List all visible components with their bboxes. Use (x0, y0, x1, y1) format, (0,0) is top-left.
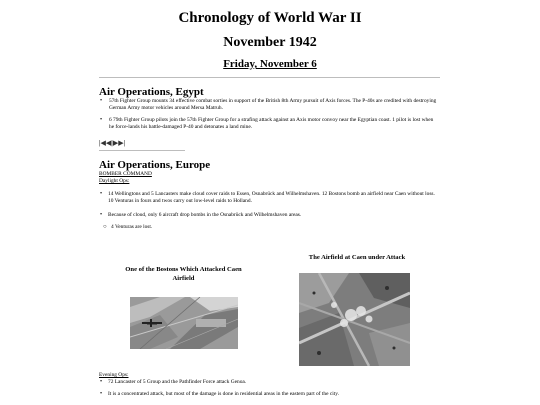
list-item: 57th Fighter Group mounts 34 effective combat sorties in support of the British 8th Army pursuit of Axis forces. The P-40s are credited with destroying German Army motor vehicles around Mersa Matruh. (109, 98, 437, 111)
page-title: Chronology of World War II (178, 10, 362, 26)
next-link[interactable]: ▶▶| (112, 139, 126, 147)
photo-caption-right: The Airfield at Caen under Attack (308, 254, 406, 261)
bullet-hollow: ○ (103, 224, 107, 230)
boston-bomber-photo (130, 297, 238, 349)
daylight-ops-label: Daylight Ops: (99, 178, 130, 184)
bullet: • (100, 379, 103, 385)
bullet: • (100, 117, 103, 123)
list-item: Because of cloud, only 6 aircraft drop bombs in the Osnabrück and Wilhelmshaven areas. (108, 212, 302, 218)
list-item: 72 Lancaster of 5 Group and the Pathfinder Force attack Genoa. (108, 379, 247, 385)
divider (99, 150, 185, 151)
list-item: 14 Wellingtons and 5 Lancasters make cloud cover raids to Essen, Osnabrück and Wilhelmshaven. 12 Bostons bomb an airfield near Caen without loss. 10 Venturas in fours and twos carry out low-level raids to Holland. (108, 191, 435, 204)
section-heading-europe: Air Operations, Europe (99, 159, 211, 171)
list-item: 4 Venturas are lost. (111, 224, 153, 230)
section-heading-egypt: Air Operations, Egypt (99, 86, 204, 98)
bomber-command-link[interactable]: BOMBER COMMAND (99, 171, 152, 177)
caen-airfield-photo (299, 273, 410, 366)
divider (99, 77, 440, 78)
page-navigation (99, 138, 125, 147)
month-heading: November 1942 (223, 35, 317, 50)
bullet: • (100, 191, 103, 197)
list-item: It is a concentrated attack, but most of the damage is done in residential areas in the eastern part of the city. (108, 391, 339, 397)
list-item: 6 79th Fighter Group pilots join the 57th Fighter Group for a strafing attack against an Axis motor convoy near the Egyptian coast. 1 pilot is lost when he force-lands his battle-damaged P-40 and detonates a land mine. (109, 117, 434, 130)
photo-caption-left: One of the Bostons Which Attacked Caen Airfield (125, 266, 242, 282)
bullet: • (100, 391, 103, 397)
previous-link[interactable]: |◀◀| (99, 139, 113, 147)
bullet: • (100, 212, 103, 218)
evening-ops-label: Evening Ops: (99, 372, 129, 378)
day-heading: Friday, November 6 (223, 58, 317, 70)
bullet: • (100, 98, 103, 104)
